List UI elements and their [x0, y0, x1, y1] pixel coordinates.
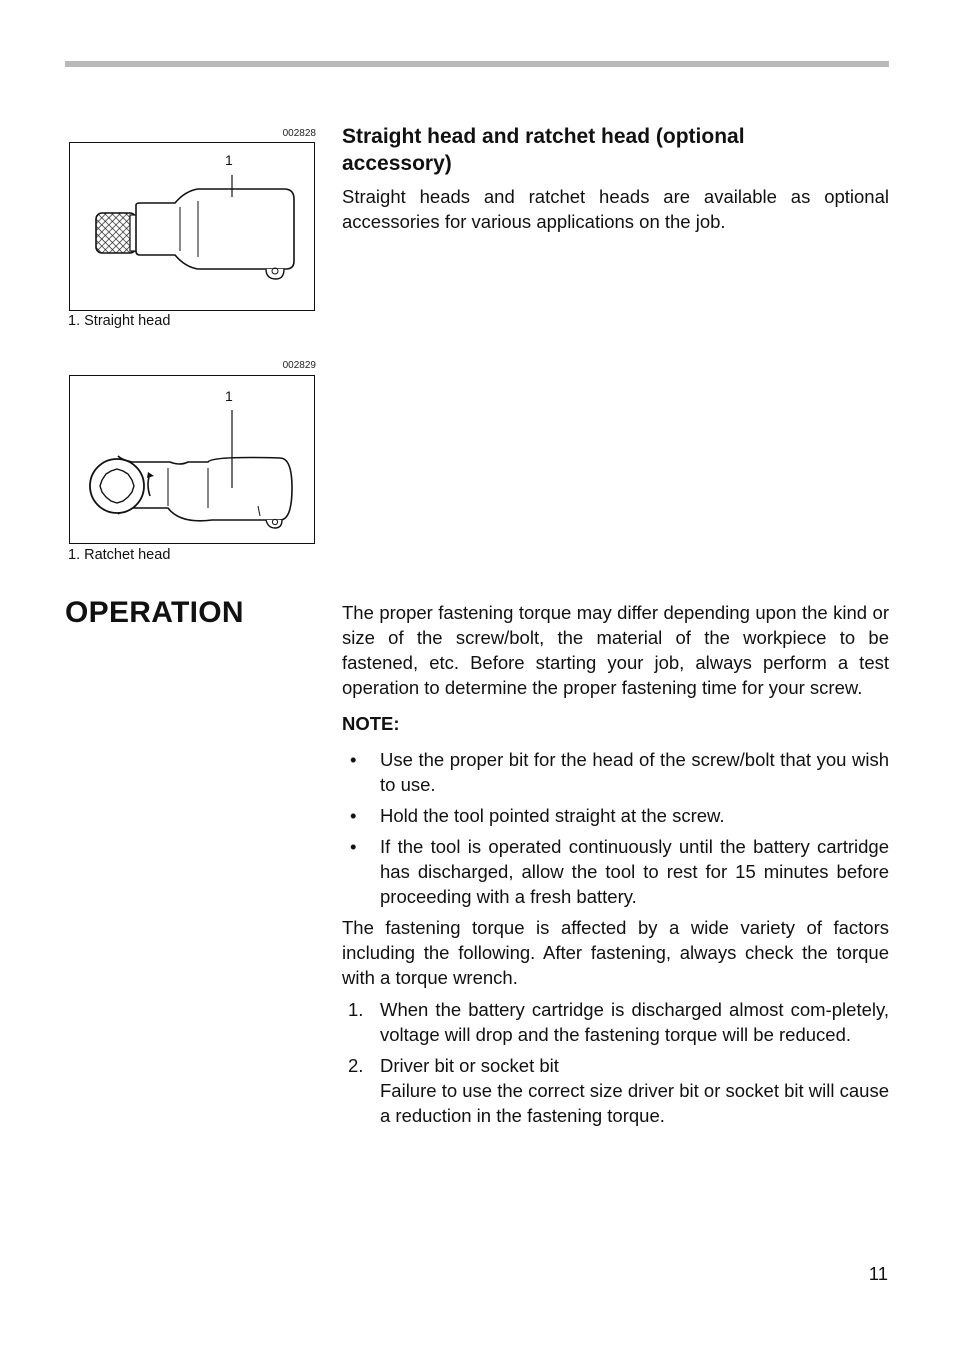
list-item: • If the tool is operated continuously until the battery cartridge has discharged, allow the tool to rest for 15 minutes before proceeding with a fresh battery. [350, 836, 889, 907]
operation-intro: The proper fastening torque may differ depending upon the kind or size of the screw/bolt, the material of the workpiece to be fastened, etc. Before starting your job, always perform a test operation to determine the proper fastening time for your screw. [342, 602, 889, 698]
figure-code: 002829 [282, 360, 316, 371]
list-item: • Use the proper bit for the head of the screw/bolt that you wish to use. [350, 749, 889, 795]
bullet-mark: • [350, 805, 357, 826]
torque-paragraph: The fastening torque is affected by a wide variety of factors including the following. After fastening, always check the torque with a torque wrench. [342, 917, 889, 988]
operation-content [342, 600, 889, 1134]
figure-caption: 1. Straight head [68, 313, 171, 329]
factor-list [342, 997, 889, 1128]
bullet-mark: • [350, 749, 357, 770]
section-heading: Straight head and ratchet head (optional accessory) [342, 125, 745, 175]
section-body: Straight heads and ratchet heads are available as optional accessories for various applications on the job. [342, 186, 889, 232]
figure-code: 002828 [282, 128, 316, 139]
note-list [342, 747, 889, 909]
ratchet-head-illustration [70, 376, 316, 545]
list-item: • Hold the tool pointed straight at the screw. [350, 805, 725, 826]
item-number: 1. [348, 999, 364, 1020]
operation-heading: OPERATION [65, 596, 244, 629]
figure-callout: 1 [225, 152, 233, 168]
straight-head-illustration [70, 143, 316, 312]
bullet-mark: • [350, 836, 357, 857]
note-label: NOTE: [342, 713, 400, 734]
list-item: 2. Driver bit or socket bit Failure to use the correct size driver bit or socket bit will cause a reduction in the fastening torque. [348, 1055, 889, 1126]
list-item: 1. When the battery cartridge is discharged almost com-pletely, voltage will drop and the fastening torque will be reduced. [348, 999, 889, 1045]
page-number: 11 [868, 1263, 888, 1284]
header-rule [65, 61, 889, 67]
figure-caption: 1. Ratchet head [68, 547, 171, 563]
straight-head-figure [69, 142, 315, 311]
item-number: 2. [348, 1055, 364, 1076]
ratchet-head-figure [69, 375, 315, 544]
figure-callout: 1 [225, 388, 233, 404]
